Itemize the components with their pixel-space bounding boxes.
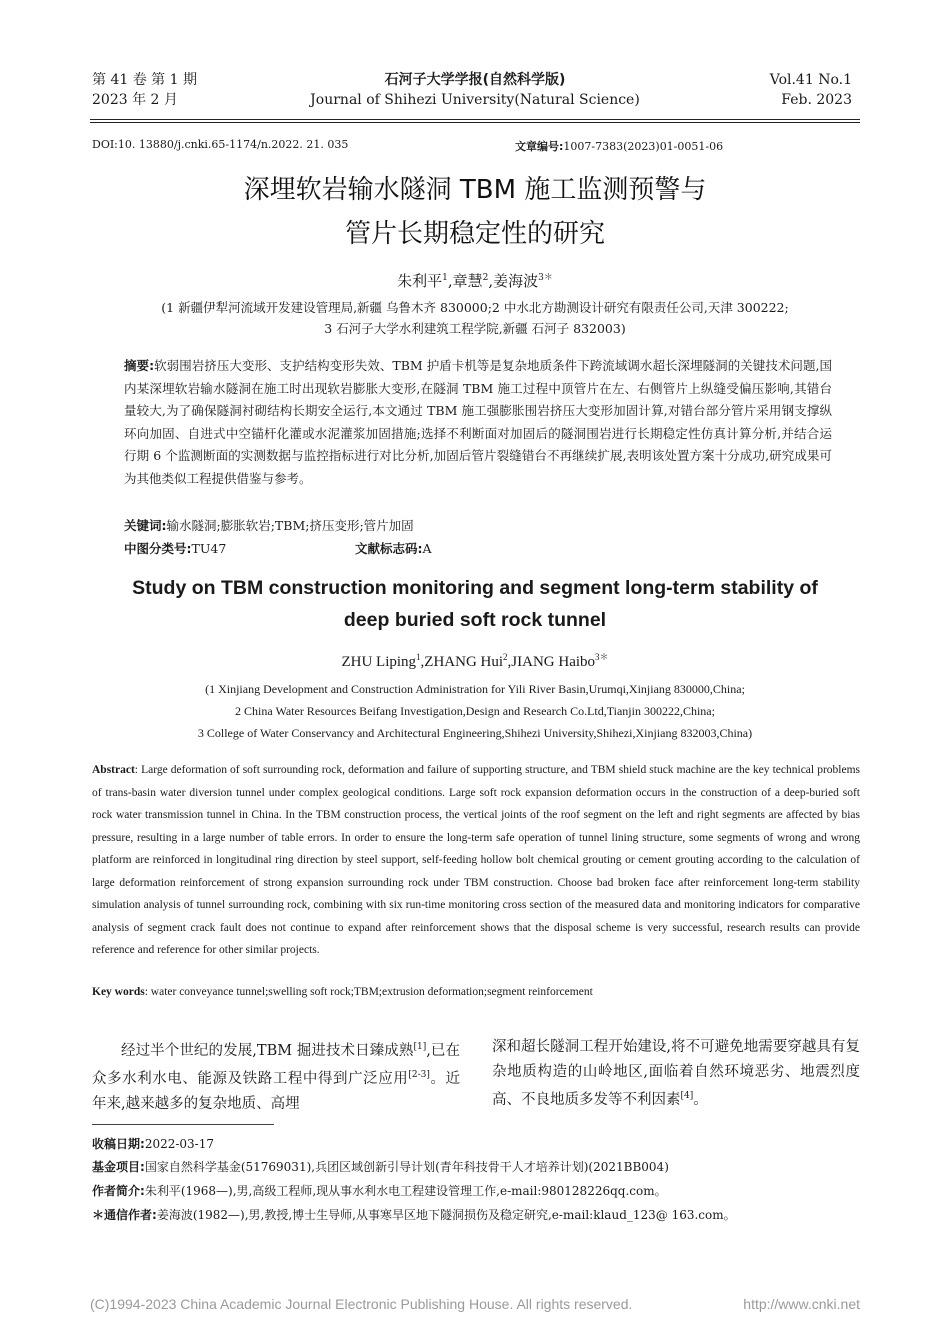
abstract-cn-text: 软弱围岩挤压大变形、支护结构变形失效、TBM 护盾卡机等是复杂地质条件下跨流域调水超长深埋隧洞的关键技术问题,国内某深埋软岩输水隧洞在施工时出现软岩膨胀大变形,在隧洞 TBM 施工过程中顶管片在左、右侧管片上纵缝受偏压影响,其错台量较大,为了确保隧洞衬砌结构长期安全运行,本文通过 TBM 施工强膨胀围岩挤压大变形加固计算,对错台部分管片采用钢支撑纵环向加固、自进式中空锚杆化灌或水泥灌浆加固措施;选择不利断面对加固后的隧洞围岩进行长期稳定性仿真计算分析,并结合运行期 6 个监测断面的实测数据与监控指标进行对比分析,加固后管片裂缝错台不再继续扩展,表明该处置方案十分成功,研究成果可为其他类似工程提供借鉴与参考。 xyxy=(124,358,833,486)
author-en-3-aff: 3＊ xyxy=(595,652,609,662)
fund-label: 基金项目: xyxy=(92,1160,145,1174)
author-cn-1: 朱利平 xyxy=(397,272,443,290)
author-en-2-aff: 2 xyxy=(503,652,508,662)
corresponding-label: ＊通信作者: xyxy=(92,1208,157,1222)
author-cn-2: ,章慧 xyxy=(447,272,483,290)
header-rule-top xyxy=(90,119,860,120)
author-cn-2-aff: 2 xyxy=(482,273,489,283)
keywords-cn-text: 输水隧洞;膨胀软岩;TBM;挤压变形;管片加固 xyxy=(166,518,414,533)
cnki-link[interactable]: http://www.cnki.net xyxy=(743,1296,860,1312)
document-code-value: A xyxy=(422,541,432,556)
authors-cn xyxy=(60,270,890,291)
authors-en xyxy=(60,650,890,671)
keywords-en-text: : water conveyance tunnel;swelling soft rock;TBM;extrusion deformation;segment reinforcement xyxy=(144,986,593,998)
author-cn-3: ,姜海波 xyxy=(488,272,539,290)
author-en-3: ,JIANG Haibo xyxy=(507,654,596,670)
citation-1[interactable]: [1] xyxy=(413,1042,427,1052)
footnote-fund xyxy=(92,1158,669,1177)
author-cn-3-aff: 3＊ xyxy=(538,273,553,283)
author-cn-1-aff: 1 xyxy=(442,273,448,283)
volume-issue-en: Vol.41 No.1 xyxy=(769,72,852,88)
clc-value: TU47 xyxy=(191,541,227,556)
keywords-en-label: Key words xyxy=(92,986,145,998)
affiliation-en-line3: 3 College of Water Conservancy and Architectural Engineering,Shihezi University,Shihezi,Xinjiang 832003,China) xyxy=(197,726,753,740)
title-cn-line1: 深埋软岩输水隧洞 TBM 施工监测预警与 xyxy=(243,175,707,205)
copyright-text: (C)1994-2023 China Academic Journal Electronic Publishing House. All rights reserved. xyxy=(90,1296,633,1312)
header-rule-bottom xyxy=(90,122,860,123)
body-left-text-b: ,已在众多水利水电、能源及铁路工程中得到广泛应用 xyxy=(92,1042,461,1088)
volume-issue-cn: 第 41 卷 第 1 期 xyxy=(92,72,197,88)
author-en-1-aff: 1 xyxy=(416,652,421,662)
header-right xyxy=(770,70,852,110)
title-en-line1: Study on TBM construction monitoring and segment long-term stability of xyxy=(132,577,818,599)
received-label: 收稿日期: xyxy=(92,1137,145,1151)
citation-2-3[interactable]: [2-3] xyxy=(408,1070,430,1081)
abstract-en-text: : Large deformation of soft surrounding rock, deformation and failure of supporting structure, and TBM shield stuck machine are the key technical problems of trans-basin water diversion tunnel under complex geological conditions. Large soft rock expansion deformation occurs in the construction of a deep-buried soft rock water transmission tunnel in China. In the TBM construction process, the vertical joints of the roof segment on the left and right segments are affected by bias pressure, resulting in a large number of table errors. In order to ensure the long-term safe operation of tunnel lining structure, some segments of wrong and wrong platform are reinforced in longitudinal ring direction by steel support, self-feeding hollow bolt chemical grouting or cement grouting according to the calculation of large deformation reinforcement of strong expansion surrounding rock under TBM construction. Choose bad broken face after reinforcement long-term stability simulation analysis of tunnel surrounding rock, combining with six run-time monitoring cross section of the measured data and monitoring indicators for comparative analysis of segment crack fault does not continue to expand after reinforcement shows that the disposal scheme is very successful, research results can provide reference and reference for other similar projects. xyxy=(92,764,860,956)
received-date: 2022-03-17 xyxy=(144,1137,214,1151)
doi: DOI:10. 13880/j.cnki.65-1174/n.2022. 21. 035 xyxy=(92,138,349,151)
keywords-cn xyxy=(124,516,414,534)
title-cn-line2: 管片长期稳定性的研究 xyxy=(344,219,605,249)
date-cn: 2023 年 2 月 xyxy=(92,92,178,108)
header-center xyxy=(250,70,700,110)
body-right-text-a: 深和超长隧洞工程开始建设,将不可避免地需要穿越具有复杂地质构造的山岭地区,面临着自然环境恶劣、地震烈度高、不良地质多发等不利因素 xyxy=(492,1039,860,1108)
affiliation-en-line1: (1 Xinjiang Development and Construction Administration for Yili River Basin,Urumqi,Xinjiang 830000,China; xyxy=(205,682,745,696)
author-bio-label: 作者简介: xyxy=(92,1184,145,1198)
footnote-corresponding xyxy=(92,1206,736,1225)
date-en: Feb. 2023 xyxy=(781,92,852,108)
footnote-author xyxy=(92,1182,667,1201)
document-code-label: 文献标志码: xyxy=(355,541,423,556)
affiliation-en-line2: 2 China Water Resources Beifang Investigation,Design and Research Co.Ltd,Tianjin 300222,China; xyxy=(235,704,715,718)
author-en-2: ,ZHANG Hui xyxy=(420,654,504,670)
fund-text: 国家自然科学基金(51769031),兵团区域创新引导计划(青年科技骨干人才培养计划)(2021BB004) xyxy=(144,1160,669,1174)
keywords-cn-label: 关键词: xyxy=(124,518,167,533)
footnote-received xyxy=(92,1135,214,1154)
clc-label: 中图分类号: xyxy=(124,541,192,556)
abstract-en xyxy=(92,759,860,962)
article-number xyxy=(515,138,723,154)
abstract-en-label: Abstract xyxy=(92,764,135,776)
clc-number xyxy=(124,539,226,557)
affiliation-cn-line1: (1 新疆伊犁河流域开发建设管理局,新疆 乌鲁木齐 830000;2 中水北方勘测设计研究有限责任公司,天津 300222; xyxy=(161,300,789,315)
body-right-text-b: 。 xyxy=(693,1091,708,1108)
title-en-line2: deep buried soft rock tunnel xyxy=(343,609,607,631)
keywords-en xyxy=(92,986,593,998)
body-left-text-a: 经过半个世纪的发展,TBM 掘进技术日臻成熟 xyxy=(121,1042,414,1059)
article-number-label: 文章编号: xyxy=(515,140,564,153)
author-en-1: ZHU Liping xyxy=(341,654,417,670)
author-bio-text: 朱利平(1968—),男,高级工程师,现从事水利水电工程建设管理工作,e-mail:980128226qq.com。 xyxy=(144,1184,667,1198)
body-left-text-c: 。近年来,越来越多的复杂地质、高埋 xyxy=(92,1071,461,1112)
document-code xyxy=(355,539,432,557)
journal-name-cn: 石河子大学学报(自然科学版) xyxy=(384,72,566,88)
journal-name-en: Journal of Shihezi University(Natural Science) xyxy=(310,92,640,108)
abstract-cn xyxy=(124,355,832,490)
article-number-value: 1007-7383(2023)01-0051-06 xyxy=(563,140,724,153)
abstract-cn-label: 摘要: xyxy=(124,358,155,373)
body-column-left xyxy=(92,1035,460,1116)
copyright-line xyxy=(90,1296,860,1312)
body-column-right xyxy=(492,1035,860,1112)
footnote-rule xyxy=(92,1124,274,1125)
corresponding-text: 姜海波(1982—),男,教授,博士生导师,从事寒旱区地下隧洞损伤及稳定研究,e-mail:klaud_123@ 163.com。 xyxy=(156,1208,736,1222)
header-left xyxy=(92,70,197,110)
affiliation-cn-line2: 3 石河子大学水利建筑工程学院,新疆 石河子 832003) xyxy=(324,321,626,336)
citation-4[interactable]: [4] xyxy=(680,1091,694,1101)
